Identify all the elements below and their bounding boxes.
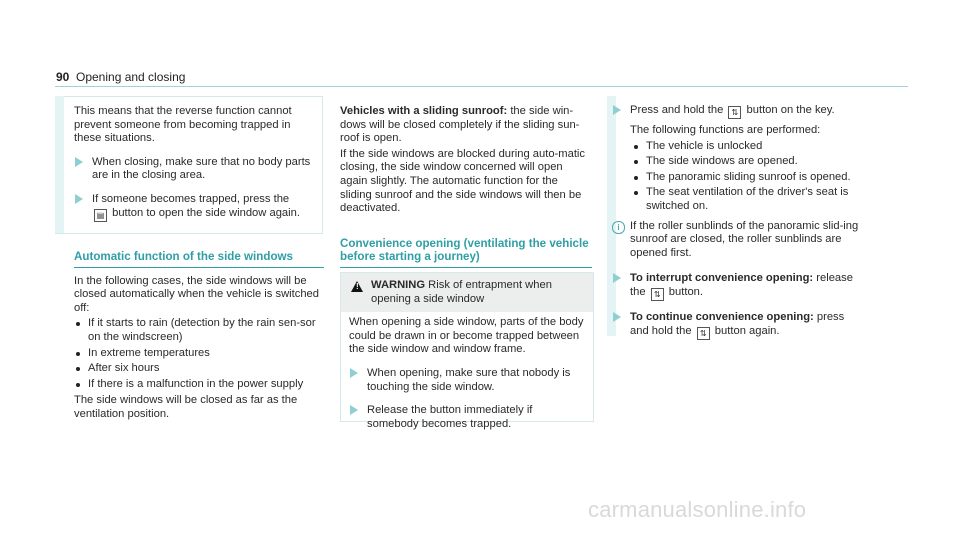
warning-body: When opening a side window, parts of the body could be drawn in or become trapped between the side window and window frame. bbox=[349, 316, 584, 356]
following-text: The following functions are performed: bbox=[630, 124, 821, 136]
list-item: The seat ventilation of the driver's seat is switched on. bbox=[632, 186, 877, 213]
step-arrow-icon bbox=[75, 194, 83, 204]
section-rule bbox=[340, 267, 592, 268]
header-divider bbox=[55, 86, 908, 87]
step-arrow-icon bbox=[350, 368, 358, 378]
list-item: The vehicle is unlocked bbox=[632, 140, 877, 154]
unlock-key-button-icon: ⇅ bbox=[728, 106, 741, 119]
step-text: If someone becomes trapped, press the ▤ button to open the side window again. bbox=[92, 192, 300, 220]
step-arrow-icon bbox=[350, 405, 358, 415]
section-heading: Convenience opening (ventilating the vehicle before starting a journey) bbox=[340, 236, 589, 264]
warning-header bbox=[341, 273, 593, 312]
warning-label: WARNING bbox=[371, 279, 426, 291]
step-arrow-icon bbox=[75, 157, 83, 167]
unlock-key-button-icon: ⇅ bbox=[697, 327, 710, 340]
column-2 bbox=[340, 105, 592, 268]
info-note: i If the roller sunblinds of the panoramic slid-ing sunroof are closed, the roller sunblinds are opened first. bbox=[612, 220, 877, 261]
bullet-list bbox=[74, 317, 324, 391]
window-button-icon: ▤ bbox=[94, 209, 107, 222]
step-arrow-icon bbox=[613, 273, 621, 283]
list-item: If it starts to rain (detection by the rain sen-sor on the windscreen) bbox=[74, 317, 324, 344]
list-item: The side windows are opened. bbox=[632, 155, 877, 169]
page-number: 90 bbox=[56, 70, 70, 84]
step-item: To interrupt convenience opening: release the ⇅ button. bbox=[612, 272, 877, 301]
blocked-paragraph: If the side windows are blocked during auto-matic closing, the side window concerned will open again slightly. The automatic function for the sliding sunroof and the side windows will then be deactivated. bbox=[340, 147, 586, 215]
step-item: Release the button immediately if somebody becomes trapped. bbox=[349, 404, 585, 431]
section-rule bbox=[74, 267, 324, 268]
watermark: carmanualsonline.info bbox=[588, 497, 807, 522]
step-item: When opening, make sure that nobody is touching the side window. bbox=[349, 367, 585, 394]
section-heading: Automatic function of the side windows bbox=[74, 250, 293, 263]
bullet-list bbox=[632, 140, 877, 214]
step-arrow-icon bbox=[613, 105, 621, 115]
unlock-key-button-icon: ⇅ bbox=[651, 288, 664, 301]
step-item bbox=[74, 193, 314, 222]
warning-box bbox=[340, 272, 594, 430]
page-title: Opening and closing bbox=[76, 70, 186, 84]
info-icon: i bbox=[612, 221, 625, 234]
step-arrow-icon bbox=[613, 312, 621, 322]
step-item: Press and hold the ⇅ button on the key. The following functions are performed: The vehicle is unlocked The side windows are opened. The panoramic sliding sunroof is opened. The seat ventilation of the driver's seat is switched on. bbox=[612, 104, 877, 214]
warning-title: Risk of entrapment when opening a side window bbox=[371, 279, 552, 305]
list-item: The panoramic sliding sunroof is opened. bbox=[632, 171, 877, 185]
step-item bbox=[74, 156, 314, 183]
note-box-bar bbox=[55, 96, 64, 233]
list-item: After six hours bbox=[74, 362, 324, 376]
section-automatic-function bbox=[74, 250, 324, 422]
step-text: When closing, make sure that no body parts are in the closing area. bbox=[92, 155, 311, 182]
column-1 bbox=[74, 105, 314, 222]
section-intro: In the following cases, the side windows will be closed automatically when the vehicle is switched off: bbox=[74, 274, 320, 314]
intro-text: This means that the reverse function cannot prevent someone from becoming trapped in these situations. bbox=[74, 105, 292, 145]
list-item: In extreme temperatures bbox=[74, 347, 324, 361]
column-3 bbox=[612, 95, 877, 340]
warning-triangle-icon: ! bbox=[351, 281, 363, 292]
step-item: To continue convenience opening: press and hold the ⇅ button again. bbox=[612, 311, 877, 340]
sunroof-paragraph: Vehicles with a sliding sunroof: the side win-dows will be closed completely if the sliding sun-roof is open. bbox=[340, 105, 580, 145]
list-item: If there is a malfunction in the power supply bbox=[74, 378, 324, 392]
closing-text: The side windows will be closed as far as the ventilation position. bbox=[74, 394, 298, 420]
